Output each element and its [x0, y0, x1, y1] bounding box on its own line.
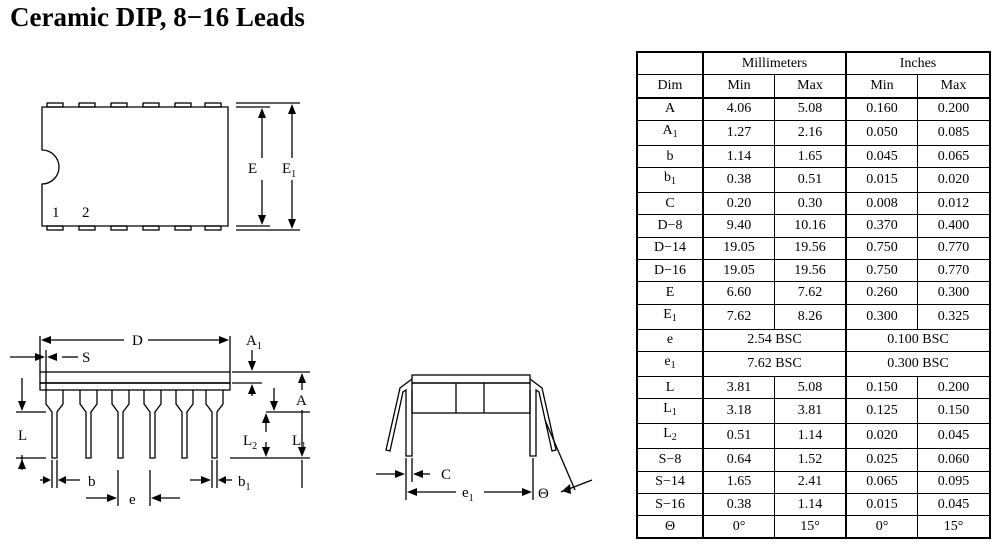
- dim-cell: [637, 493, 703, 515]
- dim-symbol: E: [665, 285, 675, 301]
- table-row: [637, 260, 990, 282]
- dim-symbol: D−14: [653, 240, 686, 256]
- value-cell: 0.64: [703, 449, 775, 471]
- table-row: [637, 376, 990, 398]
- dim-symbol: D−16: [653, 262, 686, 278]
- dim-symbol: S−8: [658, 451, 682, 467]
- value-cell: 7.62 BSC: [703, 351, 846, 376]
- dim-cell: [637, 351, 703, 376]
- dim-cell: [637, 120, 703, 145]
- dim-symbol: e: [664, 353, 671, 369]
- value-cell: 1.14: [703, 145, 775, 167]
- dim-subscript: 1: [670, 359, 676, 371]
- value-cell: 0.400: [918, 215, 991, 237]
- header-mm-max: Max: [775, 75, 847, 98]
- value-cell: 0.050: [846, 120, 918, 145]
- table-row: [637, 168, 990, 193]
- page-title: Ceramic DIP, 8−16 Leads: [10, 2, 305, 32]
- dim-symbol: S−14: [655, 474, 685, 490]
- value-cell: 5.08: [775, 98, 847, 121]
- label-L2: $L_2$: [243, 433, 258, 452]
- header-in-max: Max: [918, 75, 991, 98]
- label-L: L: [18, 428, 28, 444]
- value-cell: 0.060: [918, 449, 991, 471]
- header-in-min: Min: [846, 75, 918, 98]
- dim-symbol: Θ: [664, 518, 676, 534]
- value-cell: 0.770: [918, 260, 991, 282]
- dim-subscript: 1: [671, 407, 677, 419]
- value-cell: 0.015: [846, 493, 918, 515]
- dim-cell: [637, 304, 703, 329]
- dim-symbol: b: [664, 170, 671, 186]
- value-cell: 1.65: [703, 471, 775, 493]
- value-cell: 2.41: [775, 471, 847, 493]
- dim-symbol: S−16: [655, 496, 685, 512]
- label-D: D: [132, 333, 143, 349]
- value-cell: 0.045: [918, 493, 991, 515]
- value-cell: 0.325: [918, 304, 991, 329]
- value-cell: 2.54 BSC: [703, 329, 846, 351]
- value-cell: 10.16: [775, 215, 847, 237]
- value-cell: 0.750: [846, 237, 918, 259]
- value-cell: 15°: [918, 516, 991, 539]
- value-cell: 0.085: [918, 120, 991, 145]
- pin-2-label: 2: [82, 205, 90, 221]
- label-e: e: [129, 492, 136, 508]
- label-b1: $b_1$: [238, 474, 251, 493]
- dim-symbol: C: [665, 195, 675, 211]
- value-cell: 0.750: [846, 260, 918, 282]
- value-cell: 1.65: [775, 145, 847, 167]
- dim-symbol: L: [663, 401, 672, 417]
- dim-cell: [637, 399, 703, 424]
- dim-cell: [637, 260, 703, 282]
- table-row: [637, 424, 990, 449]
- table-row: [637, 145, 990, 167]
- label-A1: $A_1$: [246, 333, 262, 352]
- label-e1: $e_1$: [462, 485, 474, 504]
- dimensions-table-body: [637, 98, 990, 539]
- dim-symbol: L: [663, 426, 672, 442]
- value-cell: 0.045: [846, 145, 918, 167]
- dim-cell: [637, 145, 703, 167]
- value-cell: 0.150: [846, 376, 918, 398]
- value-cell: 0.025: [846, 449, 918, 471]
- value-cell: 0.30: [775, 193, 847, 215]
- table-row: [637, 237, 990, 259]
- value-cell: 0.300: [918, 282, 991, 304]
- value-cell: 1.14: [775, 424, 847, 449]
- dimensions-table: [636, 51, 991, 539]
- dim-cell: [637, 471, 703, 493]
- table-row: [637, 282, 990, 304]
- value-cell: 9.40: [703, 215, 775, 237]
- dim-cell: [637, 424, 703, 449]
- value-cell: 19.56: [775, 237, 847, 259]
- label-L1: $L_1$: [292, 433, 307, 452]
- value-cell: 3.81: [775, 399, 847, 424]
- value-cell: 0.260: [846, 282, 918, 304]
- label-S: S: [82, 350, 91, 366]
- value-cell: 0.160: [846, 98, 918, 121]
- value-cell: 1.52: [775, 449, 847, 471]
- label-C: C: [441, 467, 452, 483]
- dim-cell: [637, 449, 703, 471]
- header-mm-min: Min: [703, 75, 775, 98]
- value-cell: 0.125: [846, 399, 918, 424]
- value-cell: 19.05: [703, 237, 775, 259]
- dim-symbol: b: [666, 148, 674, 164]
- table-row: [637, 493, 990, 515]
- top-view: [42, 103, 300, 230]
- dim-symbol: e: [666, 332, 674, 348]
- value-cell: 0.200: [918, 98, 991, 121]
- value-cell: 6.60: [703, 282, 775, 304]
- dim-cell: [637, 329, 703, 351]
- label-theta: Θ: [538, 486, 549, 502]
- value-cell: 0.51: [703, 424, 775, 449]
- value-cell: 1.27: [703, 120, 775, 145]
- dim-symbol: D−8: [657, 218, 683, 234]
- dim-cell: [637, 168, 703, 193]
- value-cell: 4.06: [703, 98, 775, 121]
- dim-symbol: A: [664, 101, 676, 117]
- value-cell: 0.100 BSC: [846, 329, 990, 351]
- table-row: [637, 449, 990, 471]
- dim-subscript: 1: [671, 176, 676, 188]
- dim-cell: [637, 282, 703, 304]
- table-row: [637, 351, 990, 376]
- label-b: b: [88, 474, 96, 490]
- table-row: [637, 329, 990, 351]
- table-row: [637, 98, 990, 121]
- table-row: [637, 516, 990, 539]
- dim-symbol: L: [665, 379, 675, 395]
- header-dim: Dim: [637, 75, 703, 98]
- dim-cell: [637, 215, 703, 237]
- dim-subscript: 2: [671, 432, 677, 444]
- label-E: E: [248, 161, 258, 177]
- header-inches: Inches: [846, 52, 990, 75]
- value-cell: 7.62: [703, 304, 775, 329]
- dim-symbol: E: [663, 306, 672, 322]
- value-cell: 2.16: [775, 120, 847, 145]
- header-millimeters: Millimeters: [703, 52, 846, 75]
- value-cell: 0.38: [703, 168, 775, 193]
- value-cell: 1.14: [775, 493, 847, 515]
- value-cell: 0.008: [846, 193, 918, 215]
- label-E1: $E_1$: [282, 161, 297, 180]
- dim-symbol: A: [662, 122, 673, 138]
- table-row: [637, 120, 990, 145]
- table-row: [637, 304, 990, 329]
- pin-1-label: 1: [52, 205, 60, 221]
- table-row: [637, 193, 990, 215]
- value-cell: 19.05: [703, 260, 775, 282]
- dim-cell: [637, 237, 703, 259]
- value-cell: 0°: [703, 516, 775, 539]
- value-cell: 0.020: [846, 424, 918, 449]
- value-cell: 7.62: [775, 282, 847, 304]
- value-cell: 0.300: [846, 304, 918, 329]
- value-cell: 0°: [846, 516, 918, 539]
- value-cell: 8.26: [775, 304, 847, 329]
- value-cell: 15°: [775, 516, 847, 539]
- value-cell: 0.065: [918, 145, 991, 167]
- value-cell: 0.38: [703, 493, 775, 515]
- value-cell: 0.150: [918, 399, 991, 424]
- dim-cell: [637, 193, 703, 215]
- dim-cell: [637, 516, 703, 539]
- value-cell: 0.012: [918, 193, 991, 215]
- value-cell: 0.20: [703, 193, 775, 215]
- value-cell: 0.200: [918, 376, 991, 398]
- dim-subscript: 1: [672, 128, 678, 140]
- end-view: [376, 375, 592, 500]
- value-cell: 0.770: [918, 237, 991, 259]
- value-cell: 0.51: [775, 168, 847, 193]
- value-cell: 3.18: [703, 399, 775, 424]
- dim-cell: [637, 98, 703, 121]
- value-cell: 5.08: [775, 376, 847, 398]
- value-cell: 0.015: [846, 168, 918, 193]
- label-A: A: [296, 393, 307, 409]
- table-row: [637, 471, 990, 493]
- value-cell: 3.81: [703, 376, 775, 398]
- dim-subscript: 1: [671, 312, 677, 324]
- value-cell: 0.065: [846, 471, 918, 493]
- table-row: [637, 399, 990, 424]
- dim-cell: [637, 376, 703, 398]
- value-cell: 0.045: [918, 424, 991, 449]
- table-row: [637, 215, 990, 237]
- value-cell: 0.370: [846, 215, 918, 237]
- value-cell: 0.095: [918, 471, 991, 493]
- value-cell: 19.56: [775, 260, 847, 282]
- value-cell: 0.020: [918, 168, 991, 193]
- value-cell: 0.300 BSC: [846, 351, 990, 376]
